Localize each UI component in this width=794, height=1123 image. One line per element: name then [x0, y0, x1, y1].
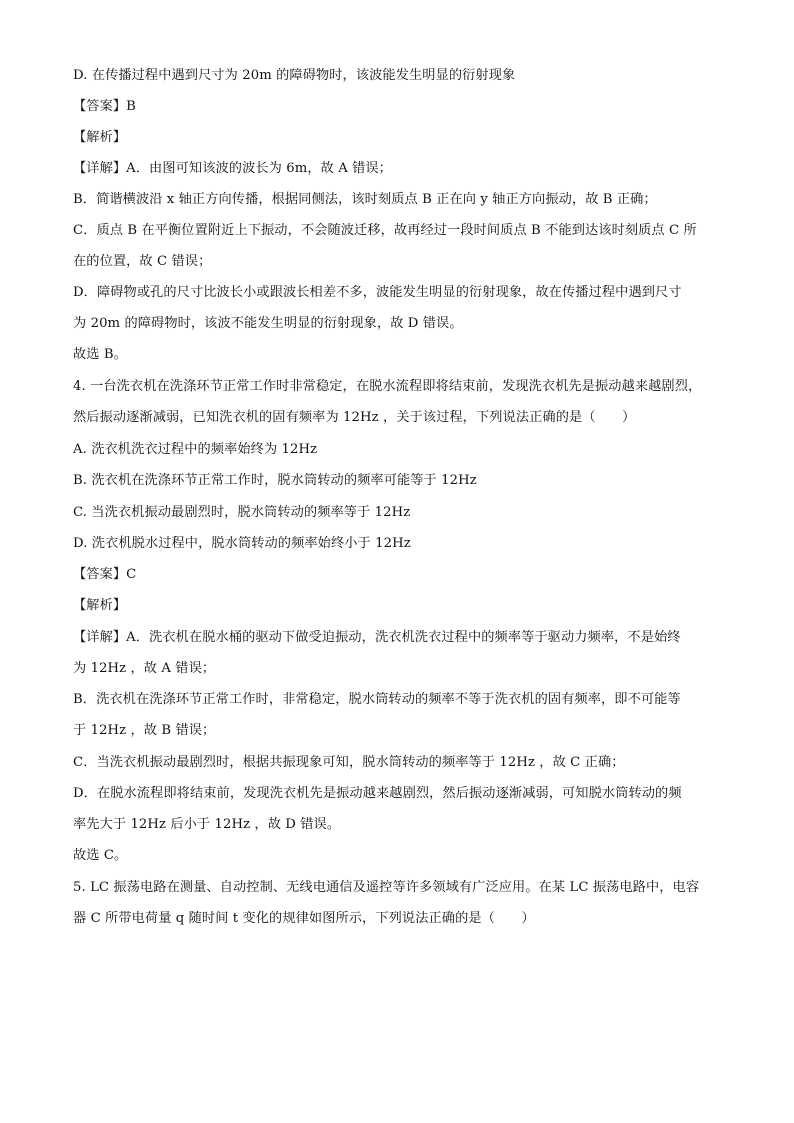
q4-stem-line1: 4. 一台洗衣机在洗涤环节正常工作时非常稳定，在脱水流程即将结束前，发现洗衣机先是振动越来越剧烈，: [73, 379, 702, 394]
q4-analysis-label: 【解析】: [73, 598, 127, 613]
q3-detail-d-line1: D．障碍物或孔的尺寸比波长小或跟波长相差不多，波能发生明显的衍射现象，故在传播过程中遇到尺寸: [73, 285, 682, 300]
q3-detail-a: 【详解】A．由图可知该波的波长为 6m，故 A 错误；: [73, 161, 392, 176]
q3-conclusion: 故选 B。: [73, 347, 127, 362]
q4-option-c: C. 当洗衣机振动最剧烈时，脱水筒转动的频率等于 12Hz: [73, 505, 411, 520]
q3-detail-c-line1: C．质点 B 在平衡位置附近上下振动，不会随波迁移，故再经过一段时间质点 B 不能到达该时刻质点 C 所: [73, 223, 697, 238]
q5-stem-line2: 器 C 所带电荷量 q 随时间 t 变化的规律如图所示，下列说法正确的是（ ）: [73, 911, 535, 926]
q3-analysis-label: 【解析】: [73, 130, 127, 145]
q4-detail-a-line1: 【详解】A．洗衣机在脱水桶的驱动下做受迫振动，洗衣机洗衣过程中的频率等于驱动力频率，不是始终: [73, 630, 681, 645]
q4-detail-d-line1: D．在脱水流程即将结束前，发现洗衣机先是振动越来越剧烈，然后振动逐渐减弱，可知脱水筒转动的频: [73, 786, 682, 801]
q4-detail-c: C．当洗衣机振动最剧烈时，根据共振现象可知，脱水筒转动的频率等于 12Hz ，故 C 正确；: [73, 755, 625, 770]
q4-option-b: B. 洗衣机在洗涤环节正常工作时，脱水筒转动的频率可能等于 12Hz: [73, 473, 477, 488]
q4-option-d: D. 洗衣机脱水过程中，脱水筒转动的频率始终小于 12Hz: [73, 536, 411, 551]
q3-answer: 【答案】B: [73, 99, 136, 114]
q3-detail-d-line2: 为 20m 的障碍物时，该波不能发生明显的衍射现象，故 D 错误。: [73, 316, 463, 331]
q5-stem-line1: 5. LC 振荡电路在测量、自动控制、无线电通信及遥控等许多领域有广泛应用。在某 LC 振荡电路中，电容: [73, 880, 700, 895]
q4-option-a: A. 洗衣机洗衣过程中的频率始终为 12Hz: [73, 442, 318, 457]
q4-detail-d-line2: 率先大于 12Hz 后小于 12Hz ，故 D 错误。: [73, 817, 341, 832]
q4-detail-b-line1: B．洗衣机在洗涤环节正常工作时，非常稳定，脱水筒转动的频率不等于洗衣机的固有频率，即不可能等: [73, 692, 681, 707]
q3-detail-b: B．简谐横波沿 x 轴正方向传播，根据同侧法，该时刻质点 B 正在向 y 轴正方向振动，故 B 正确；: [73, 192, 657, 207]
q3-option-d: D. 在传播过程中遇到尺寸为 20m 的障碍物时，该波能发生明显的衍射现象: [73, 68, 516, 83]
q4-conclusion: 故选 C。: [73, 848, 128, 863]
q4-detail-b-line2: 于 12Hz ，故 B 错误；: [73, 723, 216, 738]
q4-stem-line2: 然后振动逐渐减弱，已知洗衣机的固有频率为 12Hz ，关于该过程，下列说法正确的是（ ）: [73, 410, 636, 425]
q4-detail-a-line2: 为 12Hz ，故 A 错误；: [73, 661, 216, 676]
q3-detail-c-line2: 在的位置，故 C 错误；: [73, 254, 212, 269]
q4-answer: 【答案】C: [73, 567, 137, 582]
